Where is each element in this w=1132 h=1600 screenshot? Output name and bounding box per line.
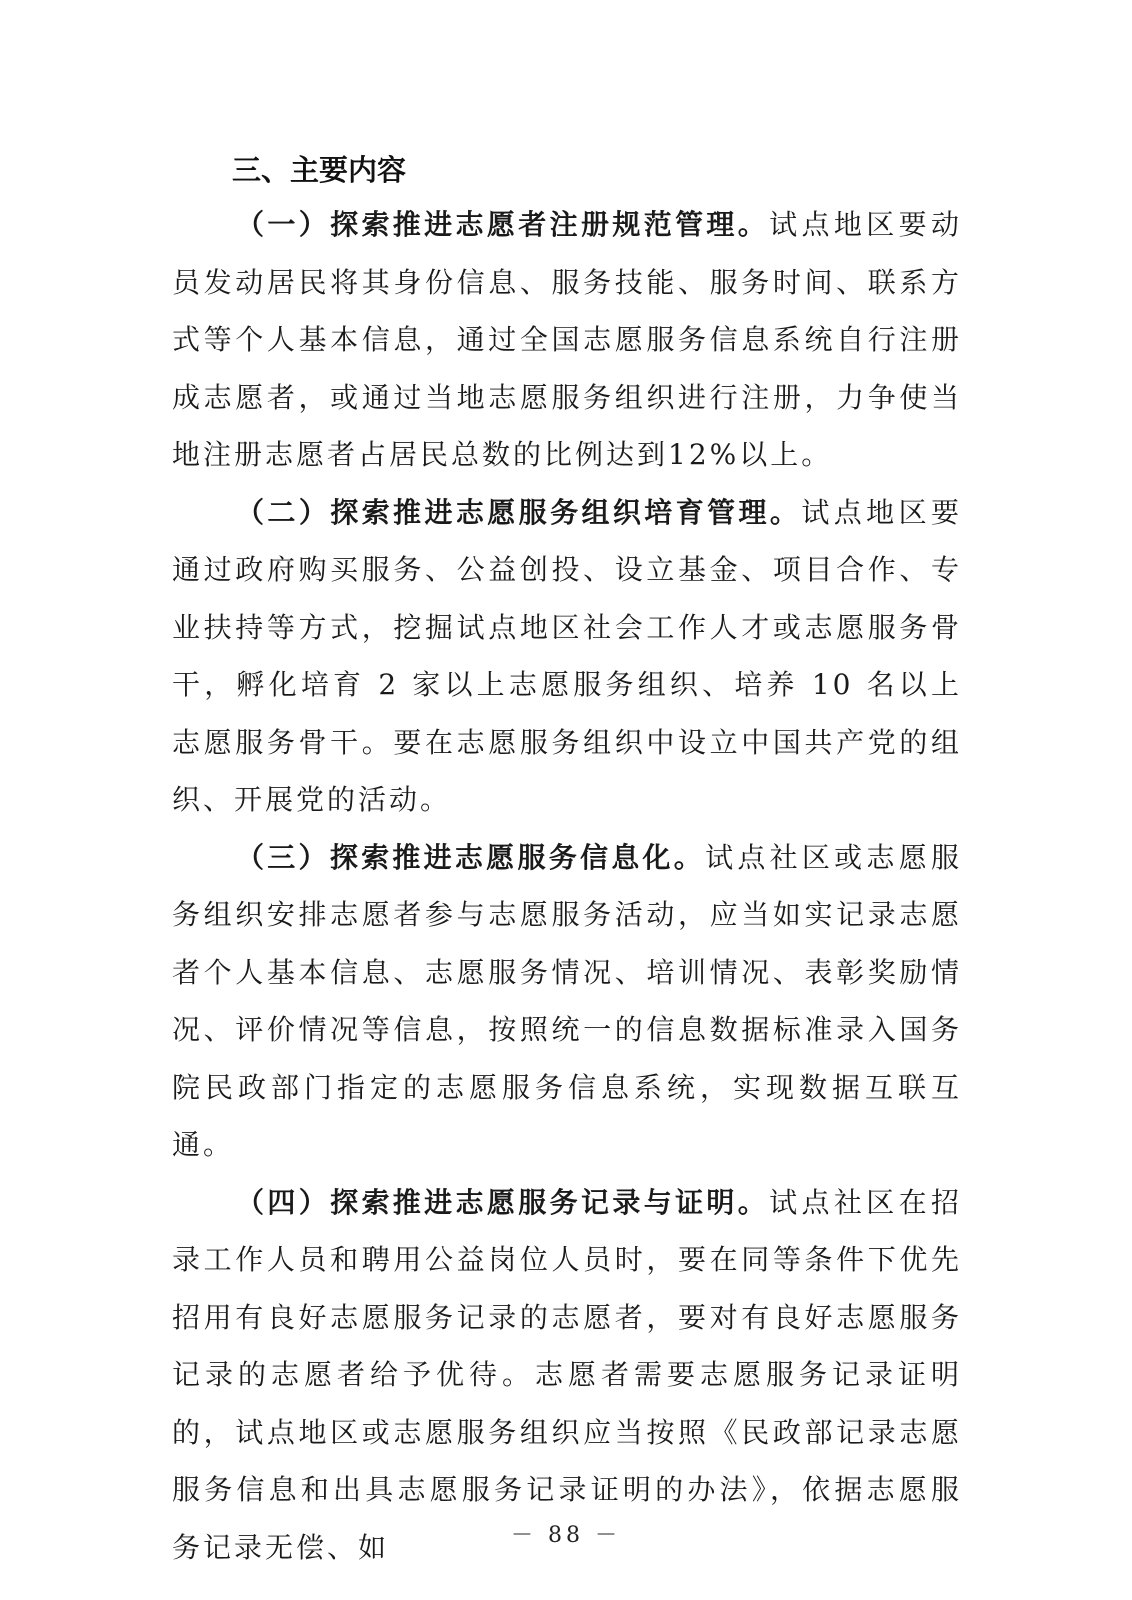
document-body	[172, 196, 962, 1576]
paragraph-4-body: 试点社区在招录工作人员和聘用公益岗位人员时，要在同等条件下优先招用有良好志愿服务记录的志愿者，要对有良好志愿服务记录的志愿者给予优待。志愿者需要志愿服务记录证明的，试点地区或志愿服务组织应当按照《民政部记录志愿服务信息和出具志愿服务记录证明的办法》，依据志愿服务记录无偿、如	[172, 1185, 962, 1564]
section-heading: 三、主要内容	[232, 153, 407, 187]
paragraph-1	[172, 196, 962, 484]
paragraph-4	[172, 1174, 962, 1577]
paragraph-2	[172, 484, 962, 829]
page-number: － 88 －	[511, 1523, 621, 1548]
paragraph-3	[172, 829, 962, 1174]
paragraph-3-lead: （三）探索推进志愿服务信息化。	[236, 840, 706, 874]
paragraph-1-body: 试点地区要动员发动居民将其身份信息、服务技能、服务时间、联系方式等个人基本信息，通过全国志愿服务信息系统自行注册成志愿者，或通过当地志愿服务组织进行注册，力争使当地注册志愿者占居民总数的比例达到12%以上。	[172, 208, 962, 471]
paragraph-1-lead: （一）探索推进志愿者注册规范管理。	[236, 208, 770, 241]
paragraph-3-body: 试点社区或志愿服务组织安排志愿者参与志愿服务活动，应当如实记录志愿者个人基本信息、志愿服务情况、培训情况、表彰奖励情况、评价情况等信息，按照统一的信息数据标准录入国务院民政部门指定的志愿服务信息系统，实现数据互联互通。	[172, 840, 962, 1161]
paragraph-2-body: 试点地区要通过政府购买服务、公益创投、设立基金、项目合作、专业扶持等方式，挖掘试点地区社会工作人才或志愿服务骨干，孵化培育 2 家以上志愿服务组织、培养 10 名以上志愿服务骨干。要在志愿服务组织中设立中国共产党的组织、开展党的活动。	[172, 495, 962, 816]
paragraph-4-lead: （四）探索推进志愿服务记录与证明。	[236, 1185, 770, 1219]
paragraph-2-lead: （二）探索推进志愿服务组织培育管理。	[236, 495, 802, 529]
